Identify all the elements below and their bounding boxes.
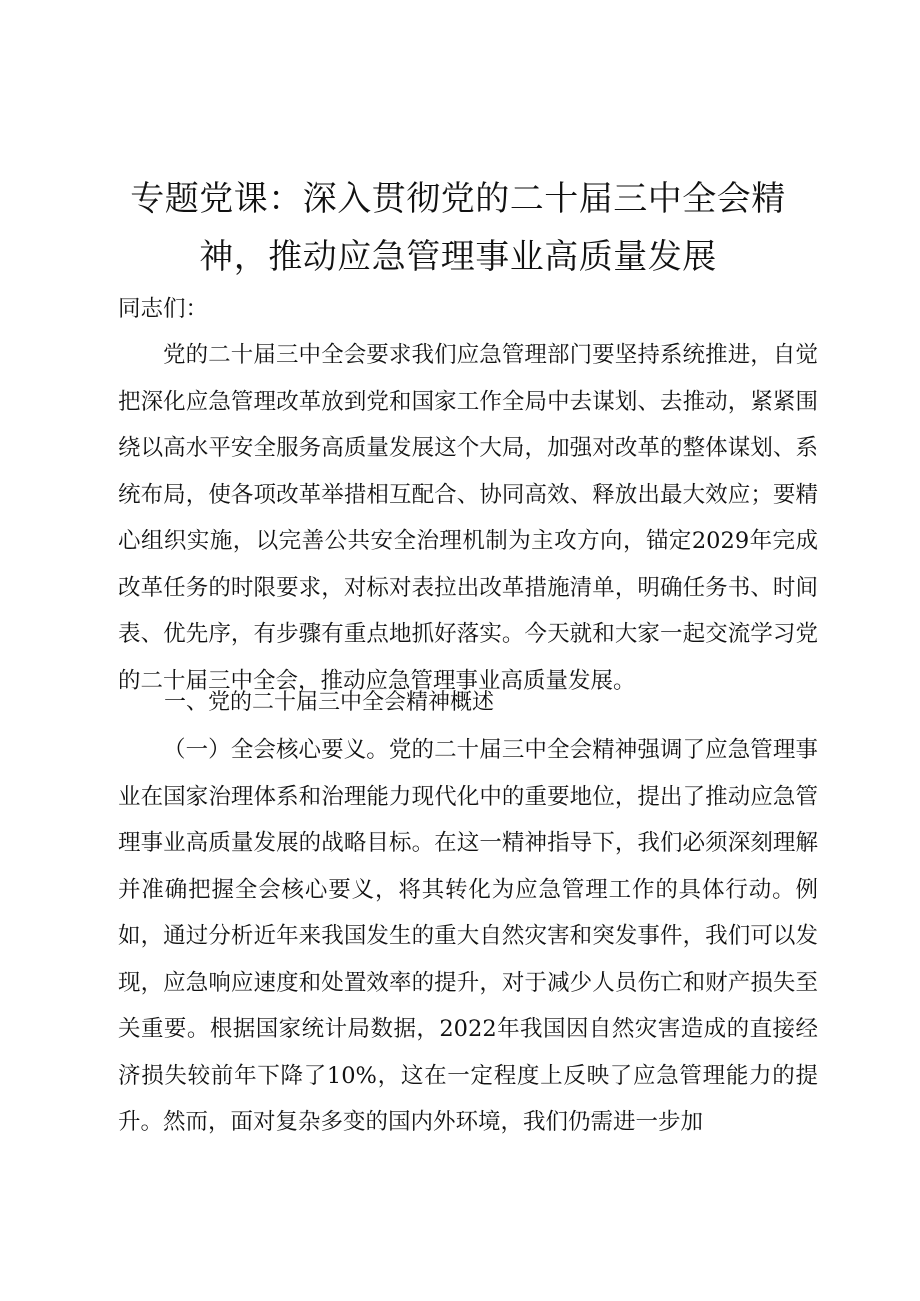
subsection-paragraph: （一）全会核心要义。党的二十届三中全会精神强调了应急管理事业在国家治理体系和治理能力现代化中的重要地位，提出了推动应急管理事业高质量发展的战略目标。在这一精神指导下，我们必须深刻理解并准确把握全会核心要义，将其转化为应急管理工作的具体行动。例如，通过分析近年来我国发生的重大自然灾害和突发事件，我们可以发现，应急响应速度和处置效率的提升，对于减少人员伤亡和财产损失至关重要。根据国家统计局数据，2022年我国因自然灾害造成的直接经济损失较前年下降了10%，这在一定程度上反映了应急管理能力的提升。然而，面对复杂多变的国内外环境，我们仍需进一步加 xyxy=(118,737,818,1135)
document-title: 专题党课：深入贯彻党的二十届三中全会精神，推动应急管理事业高质量发展 xyxy=(130,179,786,277)
section-heading: 一、党的二十届三中全会精神概述 xyxy=(164,690,495,715)
intro-paragraph: 党的二十届三中全会要求我们应急管理部门要坚持系统推进，自觉把深化应急管理改革放到党和国家工作全局中去谋划、去推动，紧紧围绕以高水平安全服务高质量发展这个大局，加强对改革的整体谋划、系统布局，使各项改革举措相互配合、协同高效、释放出最大效应；要精心组织实施，以完善公共安全治理机制为主攻方向，锚定2029年完成改革任务的时限要求，对标对表拉出改革措施清单，明确任务书、时间表、优先序，有步骤有重点地抓好落实。今天就和大家一起交流学习党的二十届三中全会，推动应急管理事业高质量发展。 xyxy=(118,342,818,694)
salutation: 同志们： xyxy=(118,296,209,322)
